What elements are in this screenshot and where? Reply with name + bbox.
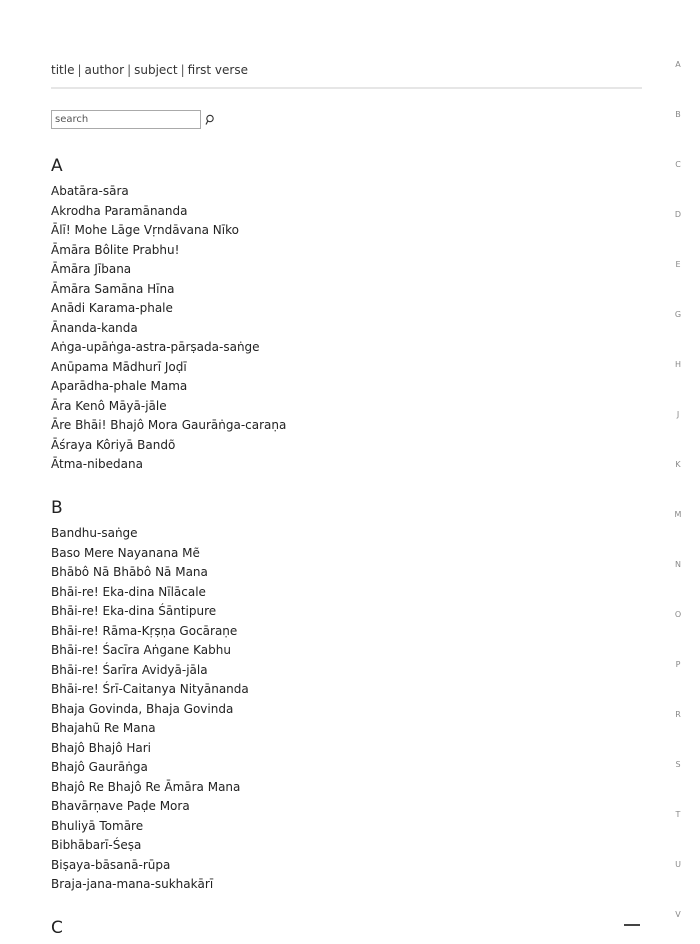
tab-first-verse[interactable]: first verse: [187, 63, 248, 77]
song-link[interactable]: Ātma-nibedana: [51, 457, 143, 471]
alphabet-index: [670, 0, 690, 934]
song-link[interactable]: Āmāra Samāna Hīna: [51, 281, 175, 296]
index-letter-j[interactable]: J: [676, 410, 680, 419]
song-link[interactable]: Bhavārṇave Paḍe Mora: [51, 799, 190, 813]
index-letter-o[interactable]: O: [674, 610, 682, 619]
song-link[interactable]: Bibhābarī-Śeṣa: [51, 838, 142, 852]
song-link[interactable]: Abatāra-sāra: [51, 184, 129, 198]
scroll-indicator[interactable]: [624, 924, 640, 926]
song-link[interactable]: Ānanda-kanda: [51, 320, 138, 335]
index-letter-g[interactable]: G: [674, 310, 682, 319]
letter-heading: C: [51, 918, 63, 938]
song-link[interactable]: Āra Kenô Māyā-jāle: [51, 398, 167, 413]
section-c: [51, 917, 63, 944]
song-link[interactable]: Biṣaya-bāsanā-rūpa: [51, 857, 171, 872]
nav-separator: |: [127, 63, 132, 77]
song-link[interactable]: Āmāra Jībana: [51, 262, 132, 276]
song-link[interactable]: Āmāra Bôlite Prabhu!: [51, 242, 180, 257]
song-link[interactable]: Bhuliyā Tomāre: [51, 818, 144, 833]
letter-heading: A: [51, 156, 63, 176]
song-link[interactable]: Bhaja Govinda, Bhaja Govinda: [51, 701, 234, 716]
song-link[interactable]: Akrodha Paramānanda: [51, 203, 188, 218]
index-letter-u[interactable]: U: [675, 860, 681, 869]
index-letter-e[interactable]: E: [675, 260, 681, 269]
search-bar: [51, 110, 217, 129]
index-letter-v[interactable]: V: [675, 910, 681, 919]
song-link[interactable]: Bhābô Nā Bhābô Nā Mana: [51, 565, 208, 579]
song-link[interactable]: Aparādha-phale Mama: [51, 379, 188, 393]
section-a: [51, 155, 286, 475]
song-link[interactable]: Aṅga-upāṅga-astra-pārṣada-saṅge: [51, 340, 260, 354]
song-link[interactable]: Bhāi-re! Rāma-Kṛṣṇa Gocāraṇe: [51, 623, 238, 638]
song-link[interactable]: Bhāi-re! Śarīra Avidyā-jāla: [51, 662, 208, 677]
song-list: [51, 182, 286, 475]
search-icon[interactable]: [205, 113, 217, 127]
song-link[interactable]: Baso Mere Nayanana Mẽ: [51, 545, 200, 560]
nav-separator: |: [77, 63, 82, 77]
index-letter-b[interactable]: B: [675, 110, 681, 119]
song-link[interactable]: Bhajô Re Bhajô Re Āmāra Mana: [51, 779, 241, 794]
song-link[interactable]: Anādi Karama-phale: [51, 301, 173, 315]
song-link[interactable]: Bhāi-re! Śrī-Caitanya Nityānanda: [51, 682, 249, 696]
index-letter-t[interactable]: T: [675, 810, 681, 819]
tab-title[interactable]: title: [51, 63, 75, 77]
tab-author[interactable]: author: [84, 63, 125, 77]
song-link[interactable]: Braja-jana-mana-sukhakārī: [51, 877, 214, 891]
section-b: [51, 497, 249, 895]
index-letter-k[interactable]: K: [675, 460, 681, 469]
song-link[interactable]: Āśraya Kôriyā Bandõ: [51, 437, 176, 452]
song-link[interactable]: Bhajô Gaurāṅga: [51, 760, 148, 774]
tab-subject[interactable]: subject: [134, 63, 178, 77]
song-link[interactable]: Ālī! Mohe Lāge Vṛndāvana Nīko: [51, 223, 239, 237]
index-letter-a[interactable]: A: [675, 60, 681, 69]
header-divider: [51, 87, 642, 89]
index-letter-s[interactable]: S: [675, 760, 681, 769]
index-letter-n[interactable]: N: [675, 560, 681, 569]
index-letter-d[interactable]: D: [674, 210, 682, 219]
letter-heading: B: [51, 498, 63, 518]
song-link[interactable]: Bhajô Bhajô Hari: [51, 740, 152, 755]
song-link[interactable]: Bandhu-saṅge: [51, 526, 138, 540]
index-letter-r[interactable]: R: [675, 710, 681, 719]
nav-separator: |: [180, 63, 185, 77]
song-link[interactable]: Bhāi-re! Eka-dina Nīlācale: [51, 584, 206, 599]
index-nav: [51, 63, 248, 77]
index-letter-p[interactable]: P: [675, 660, 681, 669]
search-input[interactable]: [51, 110, 201, 129]
song-link[interactable]: Anūpama Mādhurī Joḍī: [51, 359, 187, 374]
song-link[interactable]: Bhāi-re! Śacīra Aṅgane Kabhu: [51, 643, 231, 657]
song-link[interactable]: Bhajahũ Re Mana: [51, 721, 156, 735]
index-letter-m[interactable]: M: [674, 510, 682, 519]
index-letter-c[interactable]: C: [675, 160, 681, 169]
index-letter-h[interactable]: H: [674, 360, 681, 369]
song-list: [51, 524, 249, 895]
song-link[interactable]: Āre Bhāi! Bhajô Mora Gaurāṅga-caraṇa: [51, 418, 287, 432]
song-link[interactable]: Bhāi-re! Eka-dina Śāntipure: [51, 604, 217, 618]
